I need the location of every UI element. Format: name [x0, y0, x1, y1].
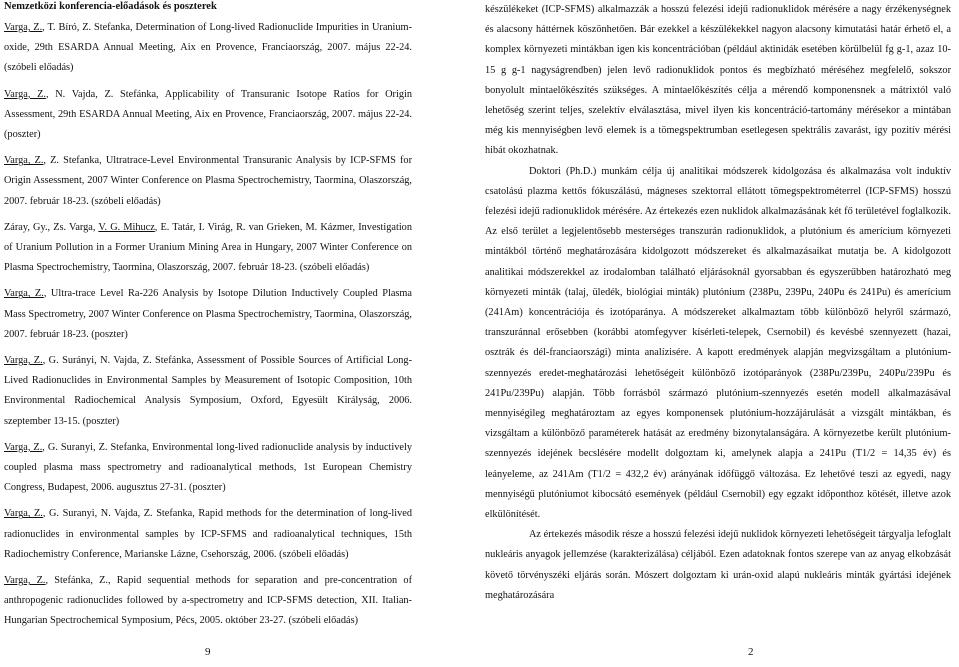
reference-details: , E. Tatár, I. Virág, R. van Grieken, M. Kázmer, Investigation of Uranium Pollution in a Former Uranium Mining Area in Hungary, 2007 Winter Conference on Plasma Spectrochemistry, Taormina, Olaszország, 2007. február 18-23. (szóbeli előadás) — [4, 221, 412, 274]
reference-details: , T. Bíró, Z. Stefanka, Determination of Long-lived Radionuclide Impurities in Uranium-oxide, 29th ESARDA Annual Meeting, Aix en Provence, Franciaország, 2007. május 22-24. (szóbeli előadás) — [4, 22, 412, 74]
reference-highlighted-author: Varga, Z. — [4, 575, 46, 587]
reference-item — [4, 85, 412, 146]
reference-details: , G. Surányi, N. Vajda, Z. Stefánka, Assessment of Possible Sources of Artificial Long-Lived Radionuclides in Environmental Samples by Measurement of Isotopic Composition, 10th Environmental Radiochemical Analysis Symposium, Oxford, Egyesült Királyság, 2006. szeptember 13-15. (poszter) — [4, 355, 413, 427]
reference-authors-prefix: Záray, Gy., Zs. Varga, — [4, 221, 99, 233]
reference-item — [4, 151, 412, 212]
reference-details: , G. Suranyi, Z. Stefanka, Environmental long-lived radionuclide analysis by inductively coupled plasma mass spectrometry and radioanalytical methods, 1st European Chemistry Congress, Budapest, 2006. augusztus 27-31. (poszter) — [4, 441, 412, 494]
reference-details: , Ultra-trace Level Ra-226 Analysis by Isotope Dilution Inductively Coupled Plasma Mass Spectrometry, 2007 Winter Conference on Plasma Spectrochemistry, Taormina, Olaszország, 2007. február 18-23. (poszter) — [4, 288, 413, 340]
reference-highlighted-author: Varga, Z. — [4, 508, 43, 520]
reference-list — [4, 18, 412, 632]
reference-item — [4, 438, 412, 499]
reference-item — [4, 351, 412, 432]
paragraph-second-part: Az értekezés második része a hosszú felezési idejű nuklidok környezeti lehetőségeit tárgyalja lefoglalt nukleáris anyagok jellemzése (karakterizálása) céljából. Ezen adatoknak fontos szerepe van az anyag elkobzását követő törvényszéki eljárás során. Mószert dolgoztam ki urán-oxid alapú nukleáris minták gyártási idejének meghatározására — [485, 529, 951, 601]
reference-details: , N. Vajda, Z. Stefánka, Applicability of Transuranic Isotope Ratios for Origin Assessment, 29th ESARDA Annual Meeting, Aix en Provence, Franciaország, 2007. május 22-24. (poszter) — [4, 88, 412, 141]
reference-highlighted-author: V. G. Mihucz — [98, 221, 155, 233]
right-column — [485, 0, 951, 606]
right-page — [480, 0, 959, 667]
page-number: 9 — [205, 646, 211, 658]
reference-item — [4, 571, 412, 632]
paragraph-doctoral-goal: Doktori (Ph.D.) munkám célja új analitikai módszerek kidolgozása és alkalmazása volt induktív csatolású plazma kettős fókuszálású, mágneses szektorral ellátott tömegspektrométerrel (ICP-SFMS) hosszú felezési idejű radionuklidok mérésére. Az értekezés ezen nuklidok alkalmazásának két fő területével foglalkozik. Az első terület a legjelentősebb mesterséges transzurán radionuklidok, a plutónium és amerícium környezeti mintákból történő meghatározására kidolgozott módszereket és alkalmazásaikat mutatja be. A kidolgozott analitikai módszerekkel az irodalomban található eljárásoknál gyorsabban és egyszerűbben határozható meg környezeti minták (talaj, üledék, biológiai minták) plutónium (238Pu, 239Pu, 240Pu és 241Pu) és amerícium (241Am) koncentrációja és izotóparánya. A módszereket alkalmaztam több különböző helyről származó, transzuránnal erősebben (korábbi atomfegyver kísérleti-telepek, Csernobil) és kevésbé szennyezett (hazai, osztrák és dél-franciaországi) minta analízisére. A kapott eredmények alapján megvizsgáltam a plutónium-szennyezés eredet-meghatározási lehetőségeit különböző izotóparányok (238Pu/239Pu, 240Pu/239Pu és 241Pu/239Pu) alapján. Több forrásból származó plutónium-szennyezés esetén modell alkalmazásával mennyiségileg meghatároztam az egyes komponensek plutónium-hozzájárulását a vizsgált mintákban, és vizsgáltam a különböző paraméterek hatását az eredmény bizonytalanságára. A környezetbe került plutónium-szennyezés idejének becslésére modellt dolgoztam ki, amelynek alapja a 241Pu (T1/2 = 14,35 év) és leányeleme, az 241Am (T1/2 = 432,2 év) arányának időfüggő változása. Ez lehetővé teszi az egyedi, nagy mennyiségű plutóniumot kibocsátó események (például Csernobil) egy egzakt időponthoz kötését, illetve azok elkülönítését. — [485, 165, 951, 521]
reference-highlighted-author: Varga, Z. — [4, 88, 46, 100]
reference-details: , Z. Stefanka, Ultratrace-Level Environmental Transuranic Analysis by ICP-SFMS for Origin Assessment, 2007 Winter Conference on Plasma Spectrochemistry, Taormina, Olaszország, 2007. február 18-23. (szóbeli előadás) — [4, 155, 413, 207]
reference-details: , Stefánka, Z., Rapid sequential methods for separation and pre-concentration of anthropogenic radionuclides followed by a-spectrometry and ICP-SFMS detection, XII. Italian-Hungarian Spectrochemical Symposium, Pécs, 2005. október 23-27. (szóbeli előadás) — [4, 575, 412, 627]
reference-highlighted-author: Varga, Z. — [4, 441, 43, 453]
reference-item — [4, 218, 412, 279]
reference-highlighted-author: Varga, Z. — [4, 288, 44, 300]
reference-item — [4, 284, 412, 345]
left-column — [4, 0, 412, 638]
left-page — [0, 0, 479, 667]
reference-highlighted-author: Varga, Z. — [4, 155, 44, 167]
reference-highlighted-author: Varga, Z. — [4, 355, 43, 367]
reference-highlighted-author: Varga, Z. — [4, 22, 43, 33]
paragraph-intro-continuation: készülékeket (ICP-SFMS) alkalmazzák a hosszú felezési idejű radionuklidok mérésére a nagy érzékenységnek és alacsony háttérnek köszönhetően. Bár ezekkel a készülékekkel nagyon alacsony kimutatási határ érhető el, a komplex környezeti mintákban igen kis koncentrációban (például aktinidák esetében körülbelül fg g-1, azaz 10-15 g g-1 nagyságrendben) jelen levő radionuklidok pontos és megbízható méréséhez megfelelő, sokszor bonyolult mintaelőkészítés szükséges. A mintaelőkészítés célja a mérendő komponensnek a mátrixtól való lehetőség szerint teljes, szelektív elválasztása, mivel ilyen kis koncentráció-tartomány mérésekor a mintában még kis mennyiségben levő elemek is a tömegspektrumban esetlegesen spektrális zavarást, így pozitív mérési hibát okozhatnak. — [485, 4, 951, 157]
reference-item — [4, 18, 412, 79]
section-header: Nemzetközi konferencia-előadások és poszterek — [4, 1, 217, 12]
page-number: 2 — [748, 646, 754, 658]
reference-details: , G. Suranyi, N. Vajda, Z. Stefanka, Rapid methods for the determination of long-lived radionuclides in environmental samples by ICP-SFMS and radioanalytical techniques, 15th Radiochemistry Conference, Marianske Lázne, Csehország, 2006. (szóbeli előadás) — [4, 508, 412, 560]
reference-item — [4, 504, 412, 565]
